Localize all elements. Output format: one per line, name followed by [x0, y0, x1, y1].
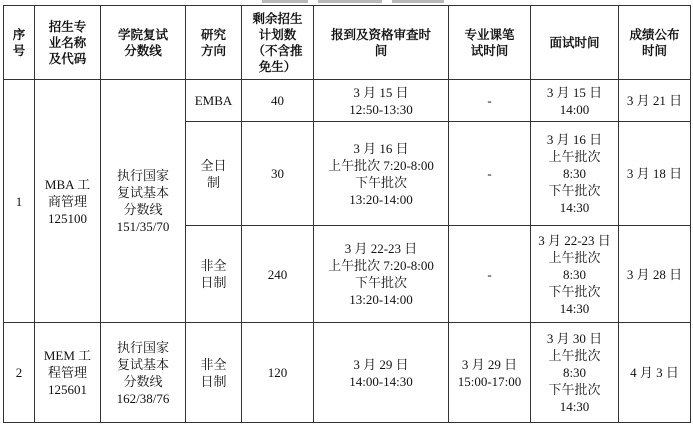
major-cell: [35, 323, 101, 423]
major-line: 商管理: [47, 193, 87, 209]
interview-cell: [531, 80, 619, 122]
registration-line: 3 月 15 日: [353, 84, 409, 100]
seq-number: 1: [15, 193, 23, 209]
header-remaining-line: 计划数: [258, 26, 297, 42]
result-value: 3 月 21 日: [626, 93, 683, 108]
score-line-cell: [101, 323, 186, 423]
registration-line: 12:50-13:30: [349, 101, 413, 117]
header-seq: [4, 6, 35, 80]
registration-line: 13:20-14:00: [349, 292, 413, 307]
header-major: [35, 6, 101, 80]
interview-line: 下午批次: [548, 382, 601, 397]
header-direction-line: 方向: [200, 42, 226, 58]
header-registration-line: 报到及资格审查时: [330, 26, 431, 42]
interview-line: 3 月 22-23 日: [538, 232, 611, 248]
header-interview: [531, 6, 619, 80]
direction-line: 全日: [200, 157, 227, 173]
major-line: MBA 工: [44, 176, 91, 192]
header-interview-line: 面试时间: [549, 34, 600, 50]
remaining-value: 120: [267, 365, 288, 380]
interview-line: 14:30: [559, 200, 590, 215]
header-score-line-line: 学院复试: [117, 26, 168, 42]
written-line: 3 月 29 日: [461, 356, 518, 372]
result-value: 3 月 18 日: [626, 166, 683, 181]
major-line: 125601: [48, 382, 87, 397]
interview-line: 14:30: [559, 300, 590, 316]
interview-line: 上午批次: [548, 348, 601, 363]
header-written-line: 试时间: [470, 42, 509, 58]
registration-line: 14:00-14:30: [349, 373, 413, 389]
remaining-cell: [242, 80, 314, 122]
result-value: 4 月 3 日: [630, 365, 679, 380]
major-line: 程管理: [47, 365, 87, 380]
header-seq-line: 号: [12, 42, 26, 58]
written-cell: [449, 122, 531, 226]
score-line-cell: [101, 80, 186, 323]
score-line-line: 执行国家: [116, 339, 169, 355]
score-line-line: 162/38/76: [116, 390, 170, 406]
header-registration: [314, 6, 449, 80]
seq-number: 2: [15, 365, 23, 380]
written-cell: [449, 323, 531, 423]
seq-cell: [4, 323, 35, 423]
header-result-line: 成绩公布: [629, 26, 680, 42]
header-remaining-line: 剩余招生: [252, 10, 303, 26]
direction-line: 日制: [200, 275, 227, 290]
result-cell: [619, 80, 691, 122]
major-line: 125100: [48, 210, 87, 226]
interview-cell: [531, 323, 619, 423]
seq-cell: [4, 80, 35, 323]
interview-line: 上午批次: [548, 149, 601, 164]
interview-line: 14:30: [559, 399, 590, 414]
written-line: 15:00-17:00: [457, 373, 522, 389]
interview-line: 8:30: [562, 365, 587, 380]
header-direction: [186, 6, 242, 80]
header-remaining-quota: [242, 6, 314, 80]
table-row: [4, 323, 691, 423]
written-value: -: [487, 93, 492, 108]
remaining-cell: [242, 122, 314, 226]
remaining-cell: [242, 323, 314, 423]
remaining-value: 30: [271, 166, 284, 181]
interview-line: 下午批次: [548, 283, 601, 299]
score-line-line: 复试基本: [116, 185, 169, 200]
direction-line: 制: [206, 174, 220, 190]
header-written-line: 专业课笔: [464, 26, 515, 42]
interview-line: 3 月 16 日: [546, 132, 603, 147]
direction-line: 非全: [200, 356, 227, 372]
registration-line: 13:20-14:00: [349, 191, 413, 207]
interview-line: 8:30: [562, 166, 587, 181]
interview-line: 14:00: [559, 101, 590, 117]
header-score-line: [101, 6, 186, 80]
remaining-cell: [242, 226, 314, 323]
header-direction-line: 研究: [200, 26, 226, 42]
header-remaining-line: （不含推: [252, 42, 303, 58]
written-value: -: [487, 166, 492, 181]
cropped-text-fragment: [318, 0, 382, 3]
table-row: [4, 80, 691, 122]
interview-line: 下午批次: [548, 183, 601, 198]
header-row: [4, 6, 691, 80]
registration-line: 3 月 29 日: [353, 356, 409, 372]
score-line-line: 151/35/70: [116, 219, 170, 234]
remaining-value: 240: [267, 266, 288, 282]
direction-line: 非全: [200, 258, 227, 273]
direction-cell: [186, 226, 242, 323]
direction-cell: [186, 323, 242, 423]
interview-cell: [531, 122, 619, 226]
major-line: MEM 工: [43, 348, 92, 363]
interview-line: 8:30: [562, 266, 587, 282]
result-cell: [619, 122, 691, 226]
score-line-line: 复试基本: [116, 356, 169, 372]
direction-cell: [186, 122, 242, 226]
interview-line: 3 月 30 日: [546, 331, 603, 346]
header-major-line: 及代码: [48, 50, 87, 66]
direction-line: EMBA: [194, 93, 233, 108]
cropped-text-fragment: [262, 0, 308, 3]
written-cell: [449, 226, 531, 323]
registration-line: 上午批次 7:20-8:00: [328, 157, 434, 173]
registration-cell: [314, 226, 449, 323]
header-major-line: 业名称: [48, 34, 87, 50]
result-value: 3 月 28 日: [626, 266, 683, 282]
header-result: [619, 6, 691, 80]
header-score-line-line: 分数线: [124, 42, 162, 58]
registration-line: 下午批次: [354, 174, 407, 190]
registration-line: 3 月 22-23 日: [344, 241, 418, 256]
written-cell: [449, 80, 531, 122]
interview-cell: [531, 226, 619, 323]
interview-line: 3 月 15 日: [546, 84, 603, 100]
admission-schedule-table: [3, 5, 691, 423]
direction-line: 日制: [200, 373, 227, 389]
registration-cell: [314, 80, 449, 122]
result-cell: [619, 226, 691, 323]
interview-line: 上午批次: [548, 249, 601, 265]
cropped-text-fragment: [392, 0, 444, 3]
registration-cell: [314, 323, 449, 423]
header-written-exam: [449, 6, 531, 80]
registration-line: 下午批次: [354, 275, 407, 290]
registration-cell: [314, 122, 449, 226]
header-seq-line: 序: [12, 26, 26, 42]
header-remaining-line: 免生）: [258, 58, 297, 74]
header-major-line: 招生专: [48, 18, 87, 34]
score-line-line: 执行国家: [116, 168, 169, 183]
header-result-line: 时间: [641, 42, 667, 58]
result-cell: [619, 323, 691, 423]
written-value: -: [487, 266, 492, 282]
registration-line: 上午批次 7:20-8:00: [328, 258, 434, 273]
header-registration-line: 间: [374, 42, 388, 58]
major-cell: [35, 80, 101, 323]
score-line-line: 分数线: [123, 373, 163, 389]
score-line-line: 分数线: [123, 202, 163, 217]
remaining-value: 40: [271, 93, 284, 108]
direction-cell: [186, 80, 242, 122]
registration-line: 3 月 16 日: [353, 140, 409, 156]
